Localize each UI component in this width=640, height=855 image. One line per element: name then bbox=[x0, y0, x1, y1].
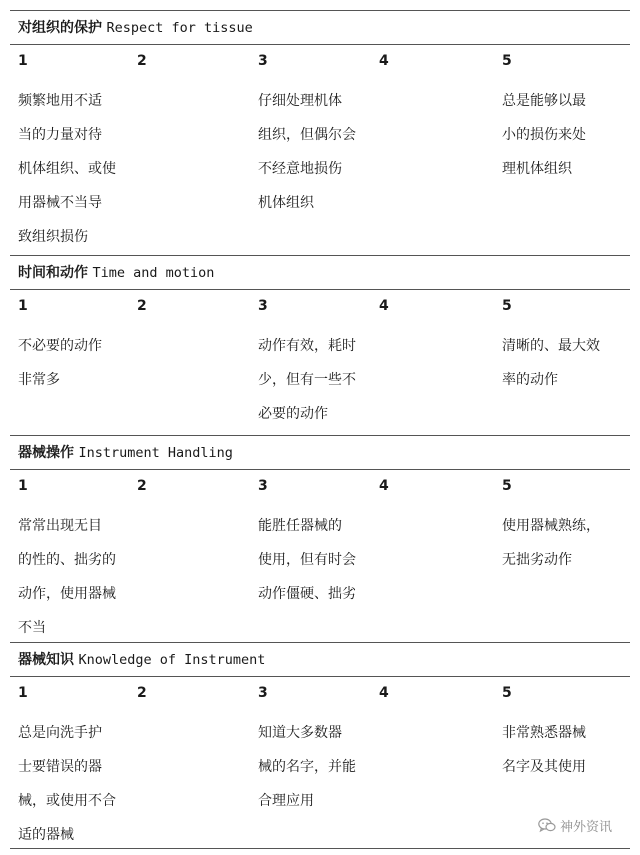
score-3-description bbox=[258, 509, 356, 611]
score-2: 2 bbox=[137, 685, 147, 701]
section-header-rule bbox=[10, 469, 630, 470]
description-line: 非常多 bbox=[18, 372, 60, 388]
wechat-icon bbox=[538, 818, 556, 833]
score-3: 3 bbox=[258, 298, 268, 314]
description-line: 常常出现无目 bbox=[18, 518, 102, 534]
score-5: 5 bbox=[502, 478, 512, 494]
section-title-cn: 器械操作 bbox=[18, 445, 74, 461]
description-line: 机体组织、或使 bbox=[18, 161, 116, 177]
section-respect-for-tissue bbox=[10, 10, 630, 256]
score-5-description bbox=[502, 329, 600, 397]
score-5: 5 bbox=[502, 685, 512, 701]
section-title-en: Respect for tissue bbox=[106, 20, 253, 36]
description-line: 清晰的、最大效 bbox=[502, 338, 600, 354]
section-header-rule bbox=[10, 44, 630, 45]
score-5-description bbox=[502, 84, 586, 186]
score-1: 1 bbox=[18, 298, 28, 314]
section-title-en: Time and motion bbox=[92, 265, 215, 281]
score-4: 4 bbox=[379, 298, 389, 314]
section-title bbox=[18, 652, 265, 668]
section-title-cn: 对组织的保护 bbox=[18, 20, 102, 36]
description-line: 必要的动作 bbox=[258, 406, 328, 422]
description-line: 不当 bbox=[18, 620, 46, 636]
score-2: 2 bbox=[137, 53, 147, 69]
description-line: 机体组织 bbox=[258, 195, 314, 211]
score-4: 4 bbox=[379, 478, 389, 494]
section-title-en: Instrument Handling bbox=[78, 445, 233, 461]
score-3-description bbox=[258, 329, 356, 431]
description-line: 用器械不当导 bbox=[18, 195, 102, 211]
description-line: 能胜任器械的 bbox=[258, 518, 342, 534]
score-3-description bbox=[258, 716, 356, 818]
score-1: 1 bbox=[18, 53, 28, 69]
description-line: 不经意地损伤 bbox=[258, 161, 342, 177]
score-3-description bbox=[258, 84, 356, 220]
description-line: 总是能够以最 bbox=[502, 93, 586, 109]
section-title-en: Knowledge of Instrument bbox=[78, 652, 266, 668]
description-line: 名字及其使用 bbox=[502, 759, 586, 775]
description-line: 致组织损伤 bbox=[18, 229, 88, 245]
score-1-description bbox=[18, 84, 116, 254]
description-line: 当的力量对待 bbox=[18, 127, 102, 143]
score-1-description bbox=[18, 509, 116, 645]
watermark-text: 神外资讯 bbox=[560, 820, 613, 835]
description-line: 知道大多数器 bbox=[258, 725, 342, 741]
description-line: 少，但有一些不 bbox=[258, 372, 356, 388]
section-knowledge-of-instrument bbox=[10, 642, 630, 849]
section-time-and-motion bbox=[10, 255, 630, 436]
description-line: 不必要的动作 bbox=[18, 338, 102, 354]
section-header-rule bbox=[10, 676, 630, 677]
description-line: 率的动作 bbox=[502, 372, 558, 388]
section-header-rule bbox=[10, 289, 630, 290]
description-line: 的性的、拙劣的 bbox=[18, 552, 116, 568]
score-3: 3 bbox=[258, 478, 268, 494]
score-3: 3 bbox=[258, 53, 268, 69]
score-1: 1 bbox=[18, 685, 28, 701]
description-line: 使用，但有时会 bbox=[258, 552, 356, 568]
description-line: 士要错误的器 bbox=[18, 759, 102, 775]
description-line: 械，或使用不合 bbox=[18, 793, 116, 809]
section-title bbox=[18, 20, 253, 36]
score-4: 4 bbox=[379, 685, 389, 701]
watermark bbox=[538, 816, 612, 835]
description-line: 动作有效，耗时 bbox=[258, 338, 356, 354]
description-line: 合理应用 bbox=[258, 793, 314, 809]
score-3: 3 bbox=[258, 685, 268, 701]
score-5: 5 bbox=[502, 53, 512, 69]
section-title bbox=[18, 265, 214, 281]
description-line: 动作僵硬、拙劣 bbox=[258, 586, 356, 602]
score-1-description bbox=[18, 716, 116, 852]
score-4: 4 bbox=[379, 53, 389, 69]
score-1-description bbox=[18, 329, 102, 397]
score-2: 2 bbox=[137, 298, 147, 314]
description-line: 适的器械 bbox=[18, 827, 74, 843]
description-line: 理机体组织 bbox=[502, 161, 572, 177]
score-2: 2 bbox=[137, 478, 147, 494]
score-5-description bbox=[502, 716, 586, 784]
description-line: 使用器械熟练， bbox=[502, 518, 600, 534]
section-title-cn: 时间和动作 bbox=[18, 265, 88, 281]
description-line: 小的损伤来处 bbox=[502, 127, 586, 143]
description-line: 组织，但偶尔会 bbox=[258, 127, 356, 143]
score-5: 5 bbox=[502, 298, 512, 314]
section-title-cn: 器械知识 bbox=[18, 652, 74, 668]
description-line: 械的名字，并能 bbox=[258, 759, 356, 775]
section-title bbox=[18, 445, 233, 461]
score-5-description bbox=[502, 509, 600, 577]
description-line: 无拙劣动作 bbox=[502, 552, 572, 568]
description-line: 总是向洗手护 bbox=[18, 725, 102, 741]
score-1: 1 bbox=[18, 478, 28, 494]
description-line: 仔细处理机体 bbox=[258, 93, 342, 109]
description-line: 动作，使用器械 bbox=[18, 586, 116, 602]
section-instrument-handling bbox=[10, 435, 630, 643]
description-line: 频繁地用不适 bbox=[18, 93, 102, 109]
description-line: 非常熟悉器械 bbox=[502, 725, 586, 741]
